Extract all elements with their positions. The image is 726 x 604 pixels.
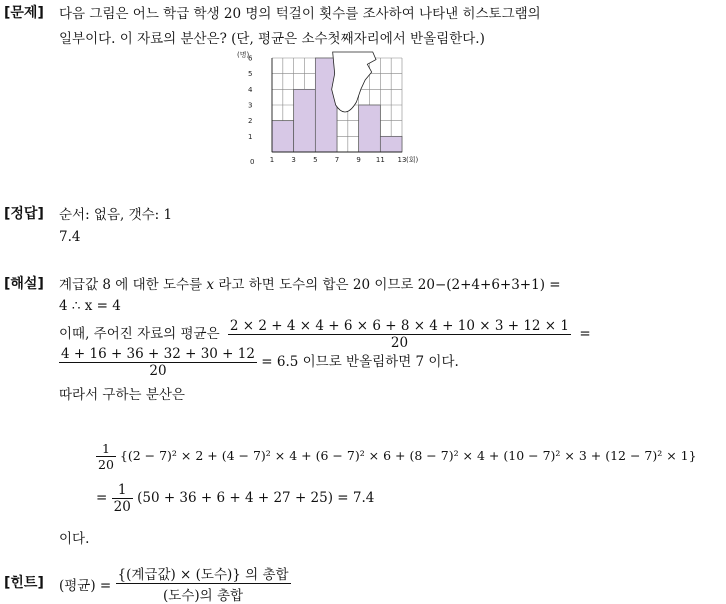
histogram-bar-5~7 (315, 58, 337, 152)
y-tick-label-0: 0 (250, 158, 255, 166)
explanation-line1 (59, 273, 561, 293)
explanation-mean-intro: 이때, 주어진 자료의 평균은 (59, 326, 220, 342)
x-tick-label-5: 5 (313, 156, 318, 164)
variance-result-equals: = (96, 490, 108, 506)
variance-expression (96, 441, 697, 472)
variance-result-sum: (50 + 36 + 6 + 4 + 27 + 25) = 7.4 (137, 490, 375, 506)
problem-text-line2: 일부이다. 이 자료의 분산은? (단, 평균은 소수첫째자리에서 반올림한다.) (59, 31, 485, 47)
histogram-bar-1~3 (272, 121, 294, 152)
histogram-bar-3~5 (294, 89, 316, 152)
y-tick-label-2: 2 (248, 117, 253, 126)
variance-coef-denominator: 20 (98, 457, 114, 472)
variance-result (96, 482, 374, 515)
x-tick-label-11: 11 (375, 156, 385, 164)
mean-equals: = (579, 326, 591, 342)
variance-result-denominator: 20 (113, 499, 131, 515)
hint-formula (59, 563, 291, 604)
hint-fraction (116, 563, 291, 604)
histogram-bar-9~11 (359, 105, 381, 152)
explanation-end: 이다. (59, 531, 90, 547)
explanation-line1-b: 라고 하면 도수의 합은 20 이므로 20−(2+4+6+3+1) = (218, 277, 561, 293)
x-tick-label-7: 7 (334, 156, 340, 164)
x-tick-label-9: 9 (356, 156, 361, 164)
explanation-label: [해설] (4, 276, 44, 292)
problem-label: [문제] (4, 5, 44, 21)
x-tick-label-13: 13 (397, 156, 407, 164)
variance-result-numerator: 1 (117, 482, 127, 498)
answer-label: [정답] (4, 206, 44, 222)
y-tick-label-1: 1 (248, 132, 253, 141)
variance-coefficient (96, 441, 116, 472)
variable-x: x (206, 277, 215, 293)
x-tick-label-1: 1 (269, 156, 275, 164)
histogram-bar-11~13 (380, 136, 402, 152)
mean-numerator: 2 × 2 + 4 × 4 + 6 × 6 + 8 × 4 + 10 × 3 + 12 × 1 (229, 318, 570, 334)
sum-fraction (59, 346, 257, 379)
variance-coef-numerator: 1 (101, 441, 110, 456)
hint-numerator: {(계급값) × (도수)} 의 총합 (117, 567, 289, 583)
sum-denominator: 20 (59, 362, 257, 379)
mean-rounding-text: = 6.5 이므로 반올림하면 7 이다. (261, 354, 459, 370)
hint-denominator: (도수)의 총합 (116, 583, 291, 604)
y-tick-label-4: 4 (248, 85, 253, 94)
answer-order-count: 순서: 없음, 갯수: 1 (59, 207, 173, 223)
y-axis-unit-label: (명) (237, 51, 250, 59)
x-axis-unit-label: (회) (406, 156, 419, 164)
sum-numerator: 4 + 16 + 36 + 32 + 30 + 12 (61, 346, 255, 362)
hint-label: [힌트] (4, 575, 44, 591)
explanation-line5: 따라서 구하는 분산은 (59, 387, 185, 403)
variance-sum: {(2 − 7)² × 2 + (4 − 7)² × 4 + (6 − 7)² × 6 + (8 − 7)² × 4 + (10 − 7)² × 3 + (12 − 7)² × 1} (119, 448, 697, 463)
problem-text-line1: 다음 그림은 어느 학급 학생 20 명의 턱걸이 횟수를 조사하여 나타낸 히스토그램의 (59, 6, 541, 22)
answer-value: 7.4 (59, 229, 81, 245)
explanation-line1-a: 계급값 8 에 대한 도수를 (59, 277, 203, 293)
y-tick-label-3: 3 (248, 101, 253, 110)
x-tick-label-3: 3 (291, 156, 296, 164)
histogram-chart (232, 48, 427, 168)
mean-denominator: 20 (228, 334, 571, 351)
y-tick-label-5: 5 (248, 70, 253, 79)
variance-result-coefficient (112, 482, 133, 515)
explanation-mean-result (59, 346, 459, 379)
hint-lhs: (평균) = (59, 577, 112, 594)
explanation-line2: 4 ∴ x = 4 (59, 298, 121, 314)
y-tick-label-6: 6 (248, 54, 253, 63)
